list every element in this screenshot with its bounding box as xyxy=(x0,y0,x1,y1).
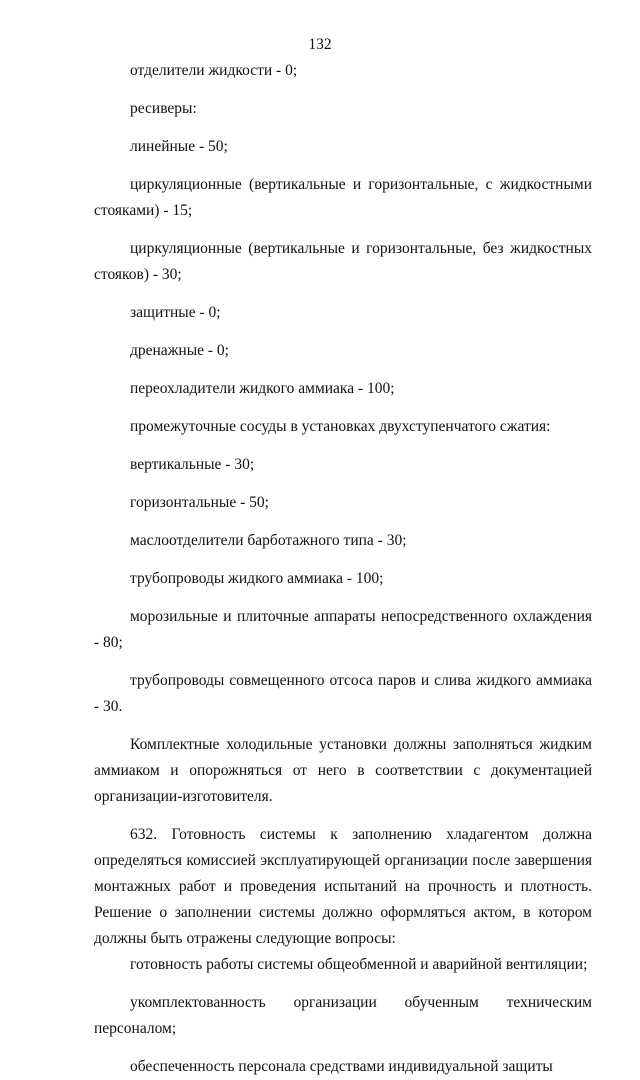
paragraph: Комплектные холодильные установки должны заполняться жидким аммиаком и опорожняться от него в соответствии с документацией организации-изготовителя. xyxy=(94,736,592,805)
paragraph: маслоотделители барботажного типа - 30; xyxy=(130,532,407,549)
paragraph: трубопроводы совмещенного отсоса паров и слива жидкого аммиака - 30. xyxy=(94,672,592,715)
document-body xyxy=(94,58,592,1080)
paragraph: циркуляционные (вертикальные и горизонтальные, с жидкостными стояками) - 15; xyxy=(94,176,592,219)
paragraph: трубопроводы жидкого аммиака - 100; xyxy=(130,570,384,587)
page-number: 132 xyxy=(308,36,332,53)
paragraph: циркуляционные (вертикальные и горизонтальные, без жидкостных стояков) - 30; xyxy=(94,240,592,283)
paragraph: линейные - 50; xyxy=(130,138,228,155)
paragraph: отделители жидкости - 0; xyxy=(130,62,298,79)
paragraph: обеспеченность персонала средствами индивидуальной защиты xyxy=(130,1058,553,1075)
paragraph: готовность работы системы общеобменной и аварийной вентиляции; xyxy=(130,956,588,973)
paragraph: вертикальные - 30; xyxy=(130,456,255,473)
paragraph: дренажные - 0; xyxy=(130,342,229,359)
paragraph: морозильные и плиточные аппараты непосредственного охлаждения - 80; xyxy=(94,608,592,651)
paragraph: защитные - 0; xyxy=(130,304,221,321)
paragraph: 632. Готовность системы к заполнению хладагентом должна определяться комиссией эксплуатирующей организации после завершения монтажных работ и проведения испытаний на прочность и плотность. Решение о заполнении системы должно оформляться актом, в котором должны быть отражены следующие вопросы: xyxy=(94,826,592,947)
paragraph: горизонтальные - 50; xyxy=(130,494,269,511)
paragraph: промежуточные сосуды в установках двухступенчатого сжатия: xyxy=(130,418,551,435)
paragraph: переохладители жидкого аммиака - 100; xyxy=(130,380,395,397)
paragraph: укомплектованность организации обученным техническим персоналом; xyxy=(94,994,592,1037)
paragraph: ресиверы: xyxy=(130,100,197,117)
